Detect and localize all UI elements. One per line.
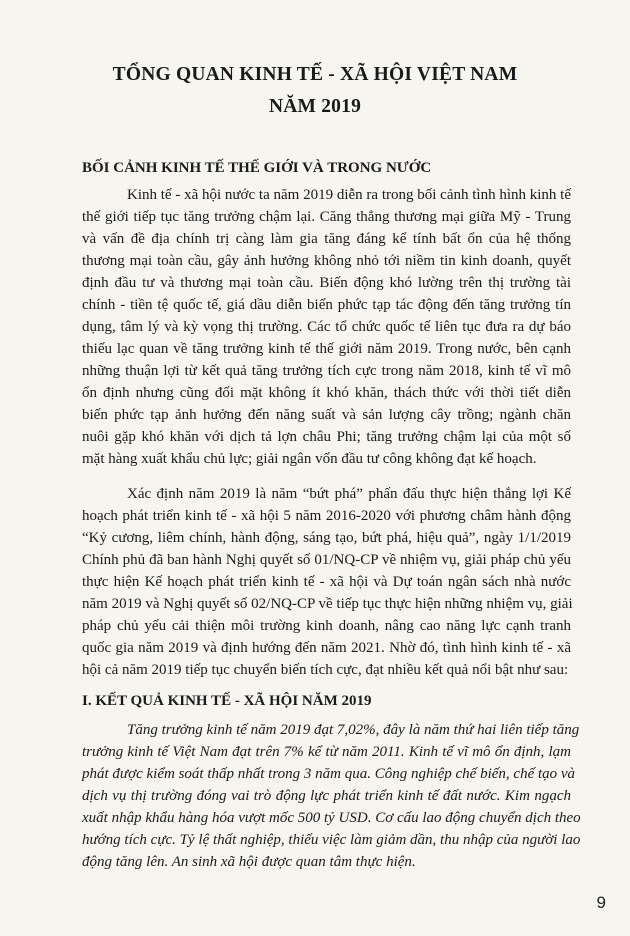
text-line: thế giới tiếp tục tăng trưởng chậm lại. Căng thẳng thương mại giữa Mỹ - Trung [82,209,571,225]
page-title-line-2: NĂM 2019 [268,96,362,117]
text-line: pháp chủ yếu cải thiện môi trường kinh doanh, nâng cao năng lực cạnh tranh [82,618,571,634]
text-line: hoạch phát triển kinh tế - xã hội 5 năm 2016-2020 với phương châm hành động [82,508,571,524]
text-line: ổn định nhưng cũng đối mặt không ít khó khăn, thách thức với thời tiết diễn [82,385,571,401]
text-line: biến phức tạp ảnh hưởng đến năng suất và sản lượng cây trồng; ngành chăn [82,407,571,423]
text-line: và vấn đề địa chính trị càng làm gia tăng đáng kể tính bất ổn của hệ thống [82,231,571,247]
text-line: Xác định năm 2019 là năm “bứt phá” phấn đấu thực hiện thắng lợi Kế [82,486,571,502]
text-line: Kinh tế - xã hội nước ta năm 2019 diễn ra trong bối cảnh tình hình kinh tế [82,187,571,203]
text-line: Chính phủ đã ban hành Nghị quyết số 01/NQ-CP về nhiệm vụ, giải pháp chủ yếu [82,552,571,568]
text-line: chính - tiền tệ quốc tế, giá dầu diễn biến phức tạp tác động đến tăng trưởng tín [82,297,571,313]
paragraph-context [82,184,571,470]
text-line: trưởng kinh tế Việt Nam đạt trên 7% kể từ năm 2011. Kinh tế vĩ mô ổn định, lạm [82,744,571,760]
text-line: năm 2019 và Nghị quyết số 02/NQ-CP về tiếp tục thực hiện những nhiệm vụ, giải [82,596,573,612]
page-title-line-1: TỔNG QUAN KINH TẾ - XÃ HỘI VIỆT NAM [112,64,518,85]
section-heading-results: I. KẾT QUẢ KINH TẾ - XÃ HỘI NĂM 2019 [82,693,372,709]
text-line: thiếu lạc quan về tăng trưởng kinh tế thế giới năm 2019. Trong nước, bên cạnh [82,341,571,357]
text-line: quốc gia năm 2019 và định hướng đến năm 2021. Nhờ đó, tình hình kinh tế - xã [82,640,571,656]
text-line: động tăng lên. An sinh xã hội được quan tâm thực hiện. [82,854,416,870]
paragraph-results [82,719,581,873]
text-line: thương mại toàn cầu, gây ảnh hưởng không nhỏ tới niềm tin kinh doanh, quyết [82,253,571,269]
text-line: những thuận lợi từ kết quả tăng trưởng tích cực trong năm 2018, kinh tế vĩ mô [82,363,571,379]
page-number: 9 [596,893,606,912]
text-line: thực hiện Kế hoạch phát triển kinh tế - xã hội và Dự toán ngân sách nhà nước [82,574,571,590]
text-line: phát được kiểm soát thấp nhất trong 3 năm qua. Công nghiệp chế biến, chế tạo và [82,766,576,782]
text-line: dịch vụ thị trường đóng vai trò động lực phát triển kinh tế đất nước. Kim ngạch [82,788,571,804]
paragraph-plan [82,483,571,681]
text-line: nuôi gặp khó khăn với dịch tả lợn châu Phi; tăng trưởng chậm lại của một số [82,429,571,445]
text-line: định đầu tư và thương mại toàn cầu. Biến động khó lường trên thị trường tài [82,275,571,291]
text-line: xuất nhập khẩu hàng hóa vượt mốc 500 tỷ USD. Cơ cấu lao động chuyển dịch theo [82,810,581,826]
text-line: dụng, tâm lý và kỳ vọng thị trường. Các tổ chức quốc tế liên tục đưa ra dự báo [82,319,571,335]
text-line: “Kỷ cương, liêm chính, hành động, sáng tạo, bứt phá, hiệu quả”, ngày 1/1/2019 [82,530,571,546]
text-line: Tăng trưởng kinh tế năm 2019 đạt 7,02%, đây là năm thứ hai liên tiếp tăng [82,722,580,738]
text-line: hướng tích cực. Tỷ lệ thất nghiệp, thiếu việc làm giảm dần, thu nhập của người lao [82,832,581,848]
text-line: hội cả năm 2019 tiếp tục chuyển biến tích cực, đạt nhiều kết quả nổi bật như sau: [82,662,569,678]
text-line: mặt hàng xuất khẩu chủ lực; giải ngân vốn đầu tư công không đạt kế hoạch. [82,451,537,467]
section-heading-context: BỐI CẢNH KINH TẾ THẾ GIỚI VÀ TRONG NƯỚC [82,160,432,176]
